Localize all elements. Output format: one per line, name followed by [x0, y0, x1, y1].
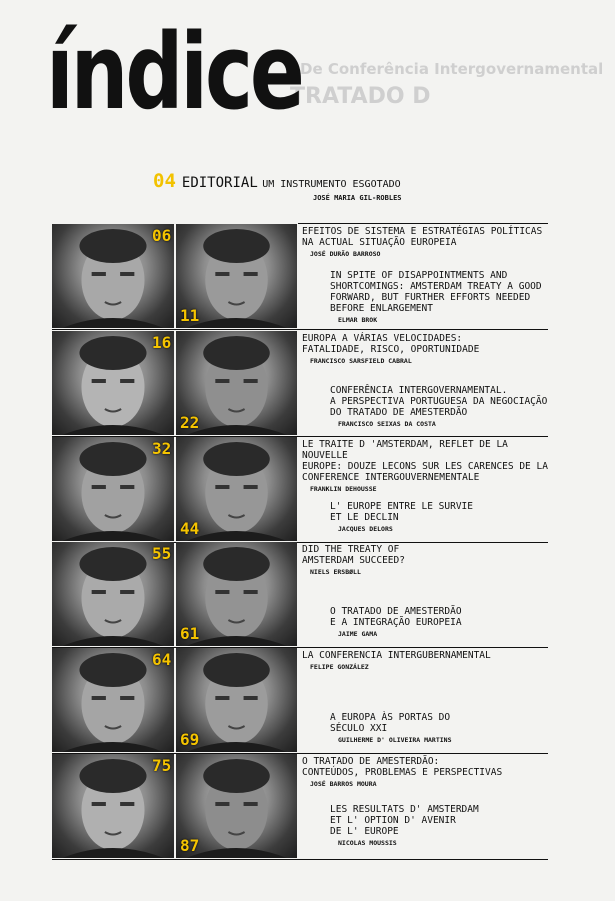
article-entry[interactable]: [302, 226, 552, 258]
article-title: EFEITOS DE SISTEMA E ESTRATÉGIAS POLÍTICAS NA ACTUAL SITUAÇÃO EUROPEIA: [302, 226, 543, 248]
left-page-number: 06: [152, 226, 172, 245]
editorial-entry[interactable]: [153, 170, 402, 202]
left-page-number: 16: [152, 333, 172, 352]
article-title: IN SPITE OF DISAPPOINTMENTS AND SHORTCOMINGS: AMSTERDAM TREATY A GOOD FORWARD, BUT FURTHER EFFORTS NEEDED BEFORE ENLARGEMENT: [330, 270, 542, 314]
right-page-number: 44: [180, 519, 200, 538]
article-entry[interactable]: [330, 501, 552, 533]
left-page-number: 55: [152, 544, 172, 563]
right-page-number: 87: [180, 836, 200, 855]
article-entry[interactable]: [302, 439, 552, 493]
article-author: JOSÉ DURÃO BARROSO: [310, 250, 381, 258]
right-page-number: 11: [180, 306, 200, 325]
bleed-through-text: TRATADO D: [290, 84, 431, 109]
row-divider: [52, 859, 548, 860]
article-entry[interactable]: [302, 756, 552, 788]
editorial-author: JOSÉ MARIA GIL-ROBLES: [313, 194, 402, 202]
article-title: O TRATADO DE AMESTERDÃO E A INTEGRAÇÃO EUROPEIA: [330, 606, 462, 628]
editorial-subtitle: UM INSTRUMENTO ESGOTADO: [262, 179, 401, 190]
right-page-number: 69: [180, 730, 200, 749]
article-title: LA CONFERENCIA INTERGUBERNAMENTAL: [302, 650, 491, 661]
right-page-number: 22: [180, 413, 200, 432]
article-author: NICOLAS MOUSSIS: [338, 839, 397, 847]
article-author: NIELS ERSBØLL: [310, 568, 361, 576]
page-title: índice: [46, 11, 302, 133]
row-divider: [52, 329, 548, 330]
article-title: O TRATADO DE AMESTERDÃO: CONTEÚDOS, PROBLEMAS E PERSPECTIVAS: [302, 756, 503, 778]
article-entry[interactable]: [330, 712, 552, 744]
article-author: JAIME GAMA: [338, 630, 378, 638]
article-author: ELMAR BROK: [338, 316, 378, 324]
article-author: FELIPE GONZÁLEZ: [310, 663, 369, 671]
article-title: LES RESULTATS D' AMSTERDAM ET L' OPTION D' AVENIR DE L' EUROPE: [330, 804, 479, 837]
article-author: FRANKLIN DEHOUSSE: [310, 485, 377, 493]
article-entry[interactable]: [330, 270, 552, 324]
bleed-through-text: De Conferência Intergovernamental: [300, 60, 604, 78]
article-author: GUILHERME D' OLIVEIRA MARTINS: [338, 736, 452, 744]
article-entry[interactable]: [330, 606, 552, 638]
article-title: EUROPA A VÁRIAS VELOCIDADES: FATALIDADE, RISCO, OPORTUNIDADE: [302, 333, 480, 355]
left-page-number: 64: [152, 650, 172, 669]
left-page-number: 32: [152, 439, 172, 458]
article-entry[interactable]: [330, 385, 552, 428]
article-author: FRANCISCO SEIXAS DA COSTA: [338, 420, 436, 428]
article-title: A EUROPA ÀS PORTAS DO SÉCULO XXI: [330, 712, 451, 734]
row-divider: [298, 223, 548, 224]
left-page-number: 75: [152, 756, 172, 775]
editorial-label: EDITORIAL: [181, 175, 258, 191]
article-title: DID THE TREATY OF AMSTERDAM SUCCEED?: [302, 544, 405, 566]
article-entry[interactable]: [330, 804, 552, 847]
article-author: JOSÉ BARROS MOURA: [310, 780, 377, 788]
article-title: L' EUROPE ENTRE LE SURVIE ET LE DECLIN: [330, 501, 473, 523]
article-entry[interactable]: [302, 650, 552, 671]
editorial-page-number: 04: [153, 170, 176, 192]
article-entry[interactable]: [302, 333, 552, 365]
right-page-number: 61: [180, 624, 200, 643]
article-entry[interactable]: [302, 544, 552, 576]
article-author: JACQUES DELORS: [338, 525, 393, 533]
article-author: FRANCISCO SARSFIELD CABRAL: [310, 357, 412, 365]
article-title: CONFERÊNCIA INTERGOVERNAMENTAL. A PERSPECTIVA PORTUGUESA DA NEGOCIAÇÃO DO TRATADO DE AMESTERDÃO: [330, 385, 548, 418]
article-title: LE TRAITE D 'AMSTERDAM, REFLET DE LA NOUVELLE EUROPE: DOUZE LECONS SUR LES CARENCES DE LA CONFERENCE INTERGOUVERNEMENTALE: [302, 439, 548, 483]
